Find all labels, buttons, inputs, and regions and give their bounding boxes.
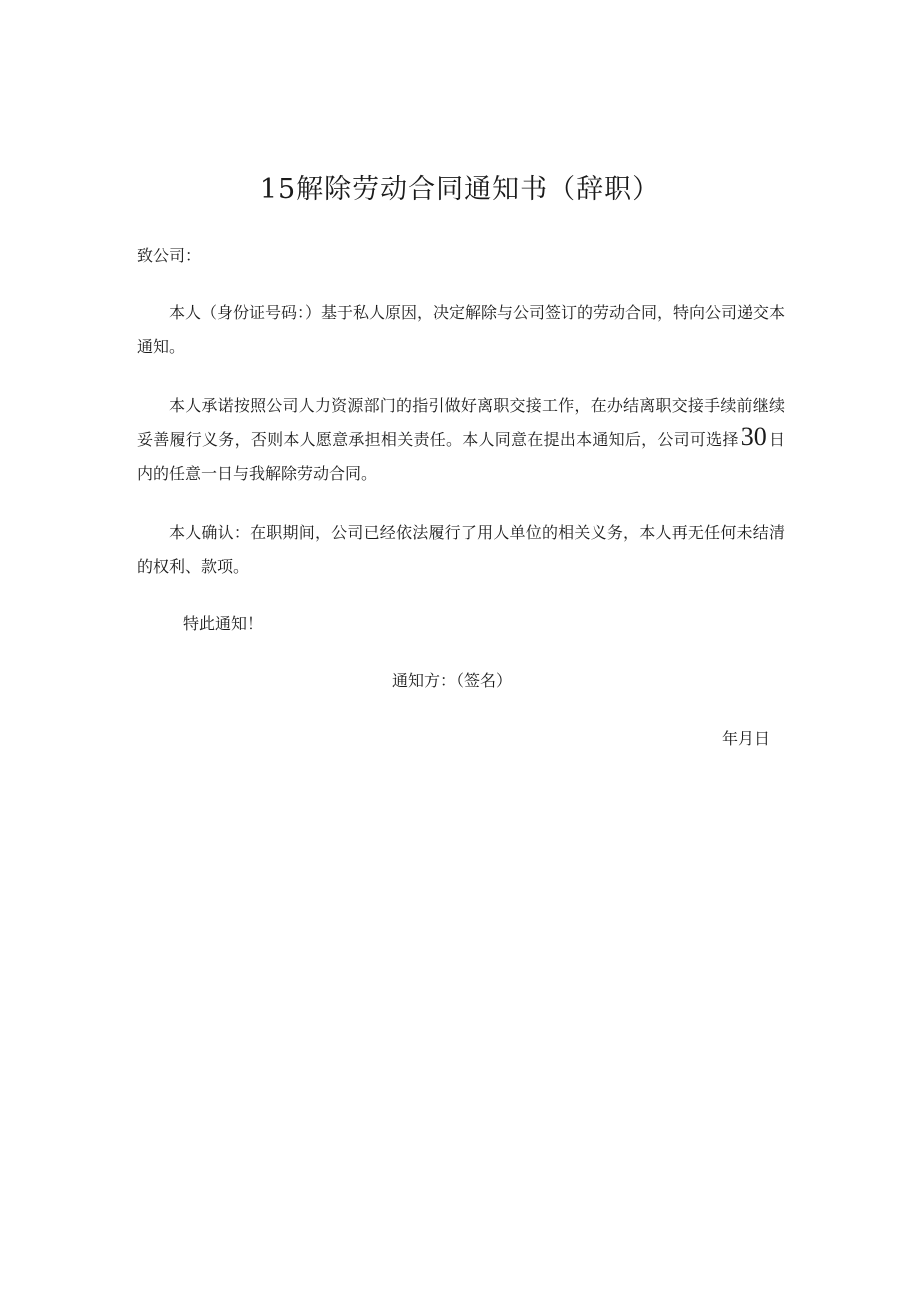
salutation: 致公司： [137,246,202,265]
date-line: 年月日 [722,729,771,748]
paragraph-confirmation: 本人确认：在职期间，公司已经依法履行了用人单位的相关义务，本人再无任何未结清的权利、款项。 [137,523,785,576]
paragraph-handover-text-after: 日内的任意一日与我解除劳动合同。 [137,430,785,483]
signature-line: 通知方：（签名） [392,671,513,690]
paragraph-resignation-statement: 本人（身份证号码：）基于私人原因，决定解除与公司签订的劳动合同，特向公司递交本通知。 [137,303,786,356]
notice-days-number: 30 [740,422,767,451]
closing-line: 特此通知！ [183,614,264,633]
paragraph-handover-text-before: 本人承诺按照公司人力资源部门的指引做好离职交接工作，在办结离职交接手续前继续妥善履行义务，否则本人愿意承担相关责任。本人同意在提出本通知后，公司可选择 [137,396,785,449]
paragraph-handover-commitment [137,389,785,491]
document-title: 15解除劳动合同通知书（辞职） [259,174,661,205]
